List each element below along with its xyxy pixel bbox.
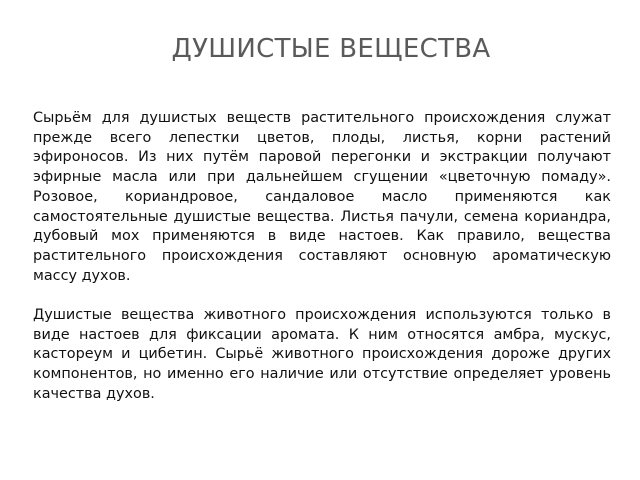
- slide-body: [33, 109, 611, 405]
- paragraph-animal-origin: Душистые вещества животного происхождения используются только в виде настоев для фиксации аромата. К ним относятся амбра, мускус, кастореум и цибетин. Сырьё животного происхождения дороже других компонентов, но именно его наличие или отсутствие определяет уровень качества духов.: [33, 307, 611, 402]
- paragraph-plant-origin: Сырьём для душистых веществ растительного происхождения служат прежде всего лепестки цветов, плоды, листья, корни растений эфироносов. Из них путём паровой перегонки и экстракции получают эфирные масла или при дальнейшем сгущении «цветочную помаду». Розовое, кориандровое, сандаловое масло применяются как самостоятельные душистые вещества. Листья пачули, семена кориандра, дубовый мох применяются в виде настоев. Как правило, вещества растительного происхождения составляют основную ароматическую массу духов.: [33, 110, 611, 284]
- slide-title: ДУШИСТЫЕ ВЕЩЕСТВА: [171, 34, 491, 64]
